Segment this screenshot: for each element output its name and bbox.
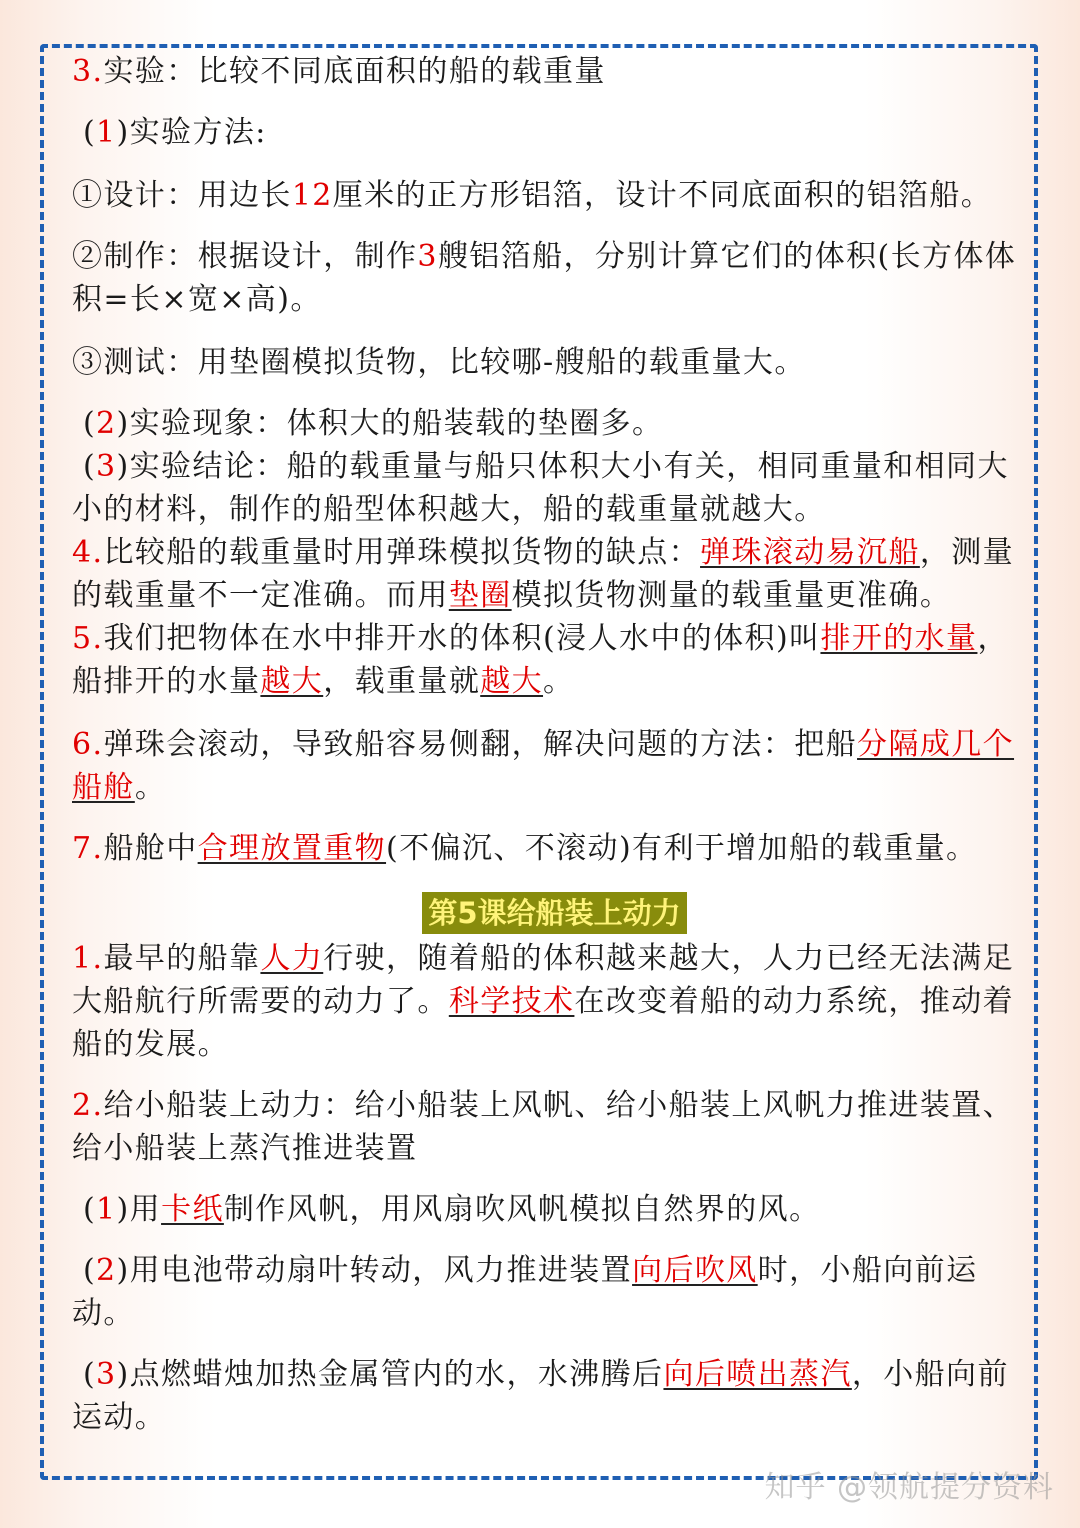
watermark: 知乎 @领航提分资料 <box>764 1470 1054 1505</box>
section-7: 7.船舱中合理放置重物(不偏沉、不滚动)有利于增加船的载重量。 <box>72 831 978 866</box>
key-term: 排开的水量 <box>820 621 978 656</box>
lesson-section-2-item-1: (1)用卡纸制作风帆，用风扇吹风帆模拟自然界的风。 <box>82 1192 821 1227</box>
section-3-conclusion: (3)实验结论：船的载重量与船只体积大小有关，相同重量和相同大小的材料，制作的船型体积越大，船的载重量就越大。 <box>72 449 1009 527</box>
lesson-section-2-item-3: (3)点燃蜡烛加热金属管内的水，水沸腾后向后喷出蒸汽，小船向前运动。 <box>72 1357 1009 1435</box>
lesson-section-1: 1.最早的船靠人力行驶，随着船的体积越来越大，人力已经无法满足大船航行所需要的动力了。科学技术在改变着船的动力系统，推动着船的发展。 <box>72 941 1015 1062</box>
key-term: 卡纸 <box>161 1192 224 1227</box>
key-term: 越大 <box>260 664 324 699</box>
key-term: 向后吹风 <box>632 1253 758 1288</box>
key-term: 垫圈 <box>448 578 512 613</box>
section-3-heading: 3.实验：比较不同底面积的船的载重量 <box>72 54 606 89</box>
lesson-title-row <box>72 892 1037 935</box>
document-content <box>72 50 1037 1439</box>
key-term: 合理放置重物 <box>197 831 387 866</box>
section-6: 6.弹珠会滚动，导致船容易侧翻，解决问题的方法：把船分隔成几个船舱。 <box>72 727 1015 805</box>
key-term: 科学技术 <box>448 984 575 1019</box>
lesson-section-2-item-2: (2)用电池带动扇叶转动，风力推进装置向后吹风时，小船向前运动。 <box>72 1253 978 1331</box>
lesson-title: 第5课给船装上动力 <box>422 892 686 934</box>
lesson-section-2: 2.给小船装上动力：给小船装上风帆、给小船装上风帆力推进装置、给小船装上蒸汽推进装置 <box>72 1088 1015 1166</box>
section-3-design: ①设计：用边长12厘米的正方形铝箔，设计不同底面积的铝箔船。 <box>72 178 993 213</box>
section-4: 4.比较船的载重量时用弹珠模拟货物的缺点：弹珠滚动易沉船，测量的载重量不一定准确。而用垫圈模拟货物测量的载重量更准确。 <box>72 535 1015 613</box>
section-3-make: ②制作：根据设计，制作3艘铝箔船，分别计算它们的体积(长方体体积=长×宽×高)。 <box>72 239 1017 317</box>
section-3-method: (1)实验方法: <box>82 115 267 150</box>
section-5: 5.我们把物体在水中排开水的体积(浸人水中的体积)叫排开的水量，船排开的水量越大，载重量就越大。 <box>72 621 1009 699</box>
key-term: 越大 <box>480 664 544 699</box>
section-3-test: ③测试：用垫圈模拟货物，比较哪-艘船的载重量大。 <box>72 345 806 380</box>
key-term: 向后喷出蒸汽 <box>663 1357 852 1392</box>
key-term: 分隔成几个船舱 <box>72 727 1015 805</box>
key-term: 人力 <box>260 941 324 976</box>
key-term: 弹珠滚动易沉船 <box>700 535 920 570</box>
section-3-phenomenon: (2)实验现象：体积大的船装载的垫圈多。 <box>82 406 664 441</box>
